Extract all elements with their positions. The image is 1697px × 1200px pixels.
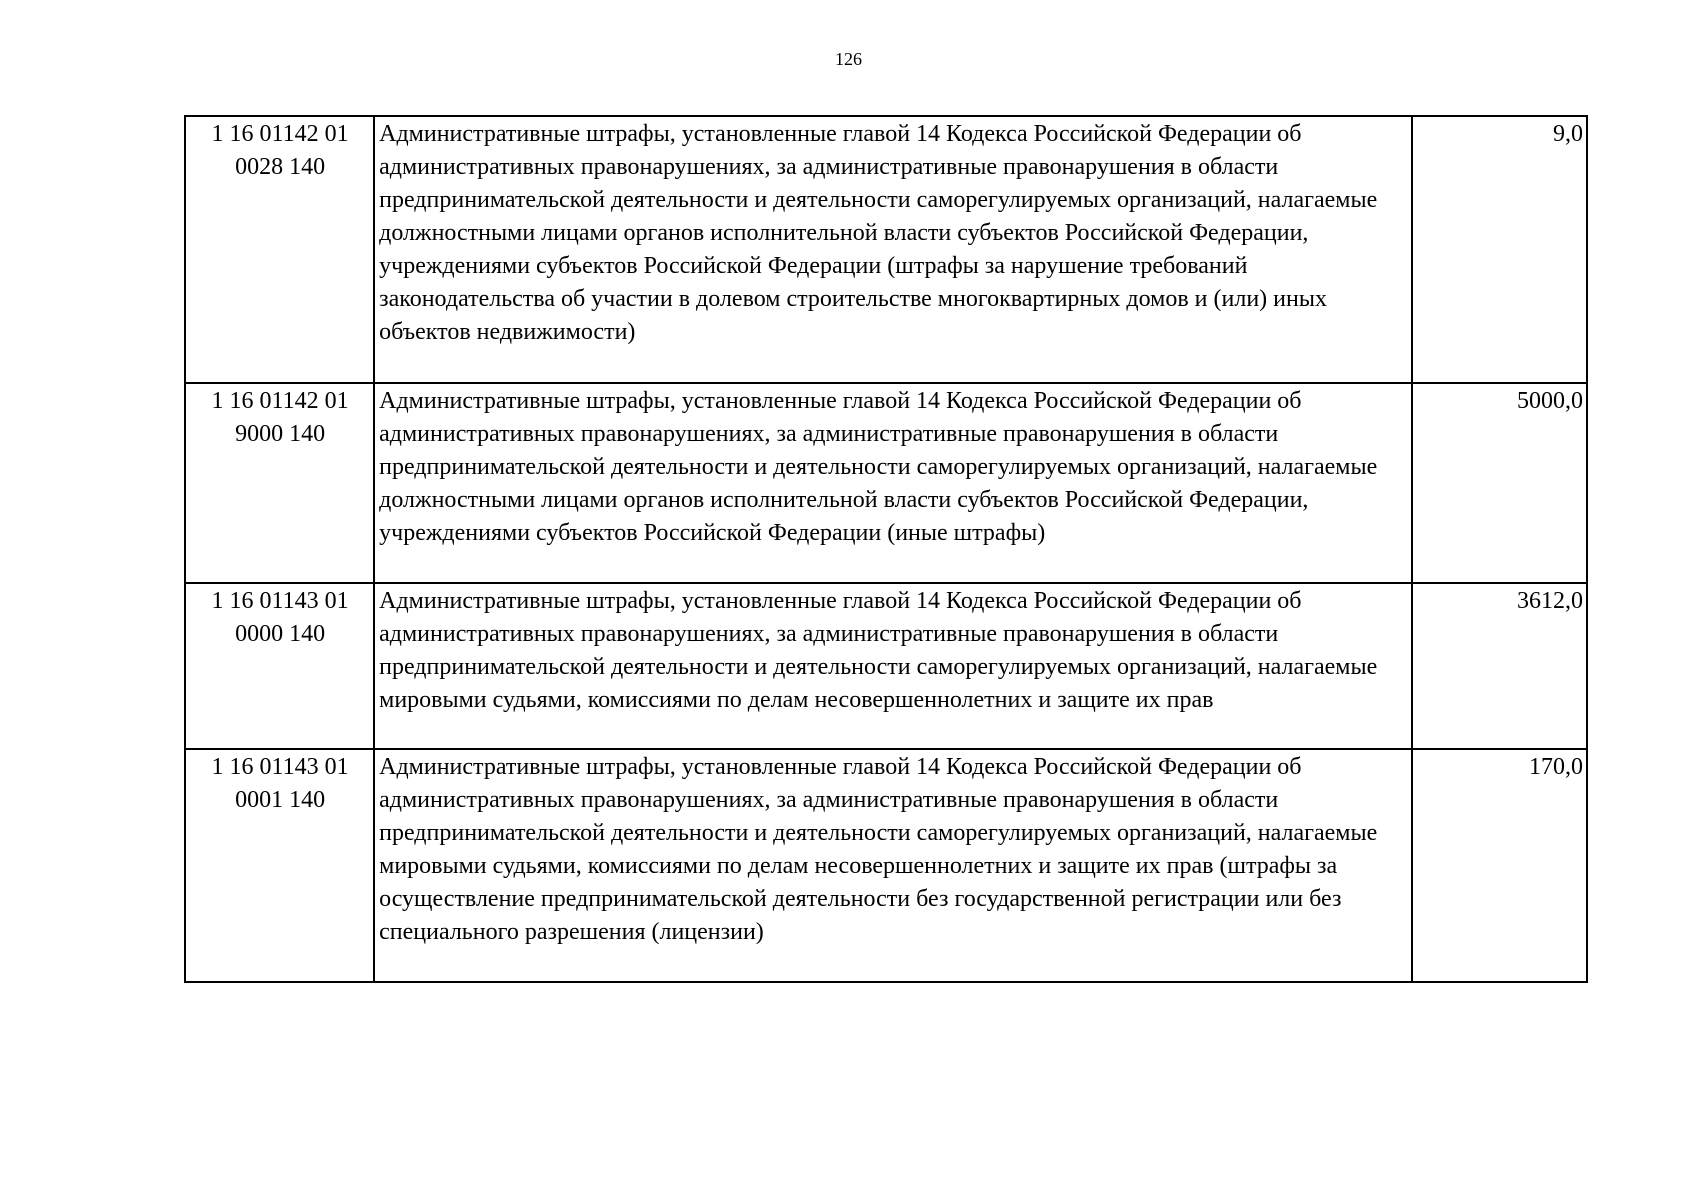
- budget-classification-code: 1 16 01142 01 0028 140: [185, 116, 374, 383]
- budget-classification-code: 1 16 01143 01 0000 140: [185, 583, 374, 749]
- table-row: [185, 383, 1587, 583]
- table-row: [185, 116, 1587, 383]
- revenue-description: Административные штрафы, установленные главой 14 Кодекса Российской Федерации об административных правонарушениях, за административные правонарушения в области предпринимательской деятельности и деятельности саморегулируемых организаций, налагаемые должностными лицами органов исполнительной власти субъектов Российской Федерации, учреждениями субъектов Российской Федерации (штрафы за нарушение требований законодательства об участии в долевом строительстве многоквартирных домов и (или) иных объектов недвижимости): [374, 116, 1412, 383]
- revenue-amount: 5000,0: [1412, 383, 1587, 583]
- budget-revenue-table: [184, 115, 1588, 983]
- revenue-description: Административные штрафы, установленные главой 14 Кодекса Российской Федерации об административных правонарушениях, за административные правонарушения в области предпринимательской деятельности и деятельности саморегулируемых организаций, налагаемые должностными лицами органов исполнительной власти субъектов Российской Федерации, учреждениями субъектов Российской Федерации (иные штрафы): [374, 383, 1412, 583]
- budget-classification-code: 1 16 01143 01 0001 140: [185, 749, 374, 982]
- revenue-amount: 170,0: [1412, 749, 1587, 982]
- revenue-amount: 3612,0: [1412, 583, 1587, 749]
- table-row: [185, 749, 1587, 982]
- page-number: 126: [835, 49, 862, 69]
- budget-classification-code: 1 16 01142 01 9000 140: [185, 383, 374, 583]
- revenue-description: Административные штрафы, установленные главой 14 Кодекса Российской Федерации об административных правонарушениях, за административные правонарушения в области предпринимательской деятельности и деятельности саморегулируемых организаций, налагаемые мировыми судьями, комиссиями по делам несовершеннолетних и защите их прав (штрафы за осуществление предпринимательской деятельности без государственной регистрации или без специального разрешения (лицензии): [374, 749, 1412, 982]
- revenue-amount: 9,0: [1412, 116, 1587, 383]
- table-row: [185, 583, 1587, 749]
- revenue-description: Административные штрафы, установленные главой 14 Кодекса Российской Федерации об административных правонарушениях, за административные правонарушения в области предпринимательской деятельности и деятельности саморегулируемых организаций, налагаемые мировыми судьями, комиссиями по делам несовершеннолетних и защите их прав: [374, 583, 1412, 749]
